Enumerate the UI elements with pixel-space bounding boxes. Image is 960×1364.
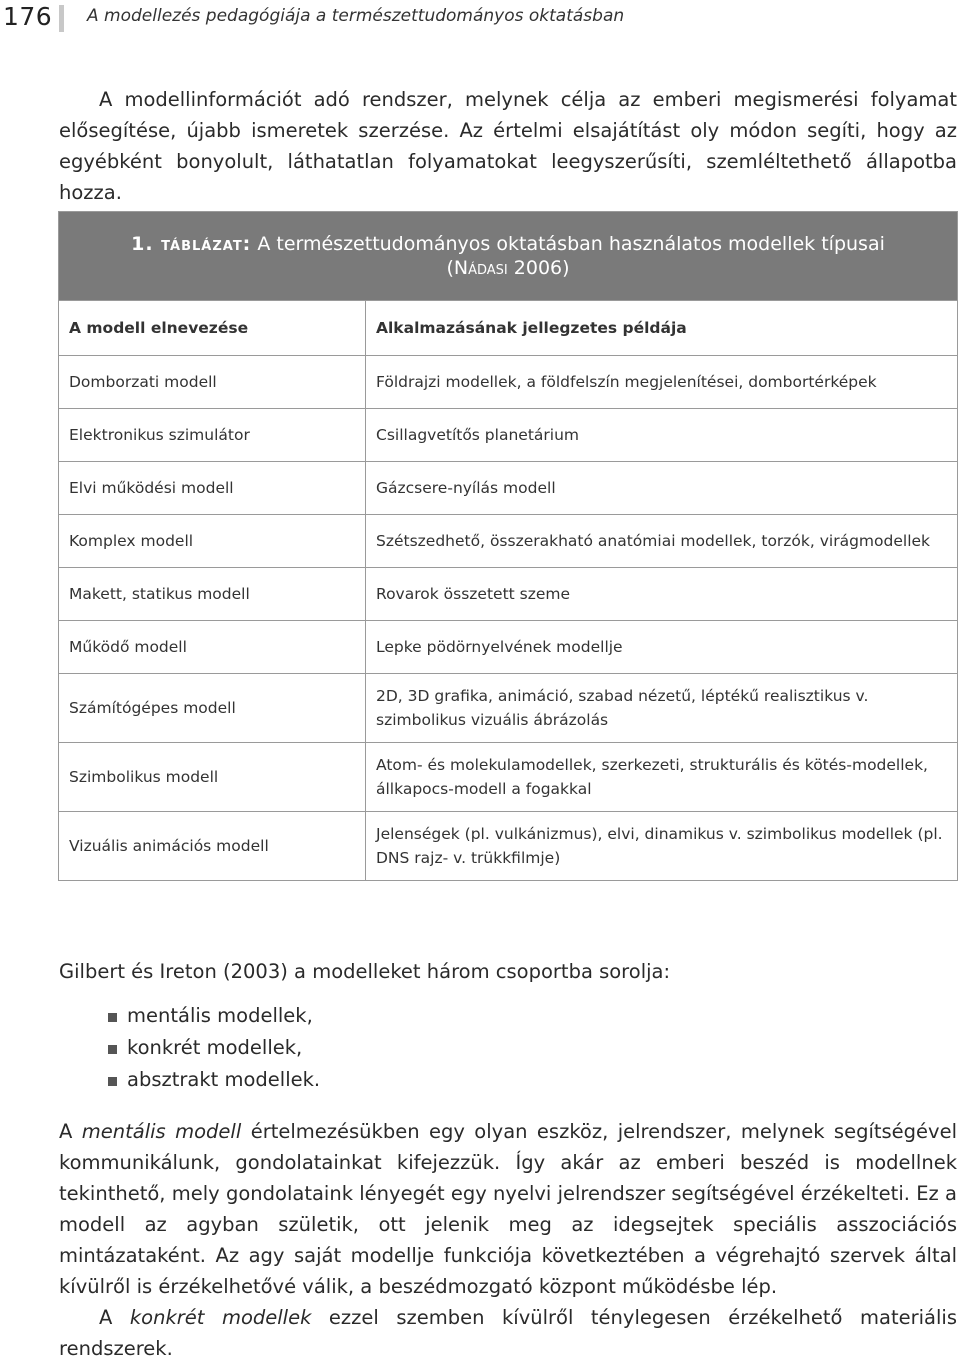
model-example-cell: Rovarok összetett szeme [366,568,958,621]
model-example-cell: Jelenségek (pl. vulkánizmus), elvi, dinamikus v. szimbolikus modellek (pl. DNS rajz- v. trükkfilmje) [366,812,958,881]
model-groups-list [108,1000,320,1096]
intro-paragraph-text: A modellinformációt adó rendszer, melynek célja az emberi megismerési folyamat elősegítése, újabb ismeretek szerzése. Az értelmi elsajátítást oly módon segíti, hogy az egyébként bonyolult, láthatatlan folyamatokat leegyszerűsíti, szemléltethető állapotba hozza. [59,88,957,204]
column-header-example: Alkalmazásának jellegzetes példája [366,301,958,356]
model-name-cell: Elvi működési modell [59,462,366,515]
table-row [59,356,958,409]
table-caption-label: 1. táblázat: [131,233,252,255]
table-row [59,812,958,881]
grouping-intro: Gilbert és Ireton (2003) a modelleket három csoportba sorolja: [59,960,671,983]
table-row [59,674,958,743]
table-row [59,568,958,621]
table-row [59,743,958,812]
model-name-cell: Vizuális animációs modell [59,812,366,881]
body-paragraphs [59,1116,957,1364]
model-name-cell: Elektronikus szimulátor [59,409,366,462]
table-caption-source: (Nádasi 2006) [446,257,570,279]
concrete-model-paragraph [59,1302,957,1364]
model-example-cell: Csillagvetítős planetárium [366,409,958,462]
table-row [59,621,958,674]
model-name-cell: Domborzati modell [59,356,366,409]
table-header-row [59,301,958,356]
header-divider [59,5,64,32]
model-example-cell: Lepke pödörnyelvének modellje [366,621,958,674]
mental-rest: értelmezésükben egy olyan eszköz, jelrendszer, melynek segítségével kommunikálunk, gondolatainkat kifejezzük. Így akár az emberi beszéd is modellnek tekinthető, mely gondolataink lényegét egy nyelvi jelrendszer segítségével érzékelteti. Ez a modell az agyban születik, ott jelenik meg az idegsejtek speciális asszociációs mintázataként. Az agy saját modellje funkciója következtében a végrehajtó szervek által kívülről is érzékelhetővé válik, a beszédmozgató központ működésbe lép. [59,1120,957,1298]
concrete-term: konkrét modellek [129,1306,312,1329]
list-item: absztrakt modellek. [108,1064,320,1096]
intro-paragraph [59,84,957,208]
table-caption [59,212,958,301]
table-row [59,409,958,462]
list-item: konkrét modellek, [108,1032,320,1064]
mental-term: mentális modell [81,1120,242,1143]
model-name-cell: Számítógépes modell [59,674,366,743]
model-name-cell: Működő modell [59,621,366,674]
model-name-cell: Szimbolikus modell [59,743,366,812]
page-number: 176 [3,2,53,31]
model-example-cell: Gázcsere-nyílás modell [366,462,958,515]
model-example-cell: Földrajzi modellek, a földfelszín megjelenítései, dombortérképek [366,356,958,409]
running-title: A modellezés pedagógiája a természettudományos oktatásban [87,6,625,26]
page-header [0,0,960,40]
concrete-rest: ezzel szemben kívülről ténylegesen érzékelhető materiális rendszerek. [59,1306,957,1360]
mental-model-paragraph [59,1116,957,1302]
models-table [58,211,958,881]
table-row [59,462,958,515]
list-item: mentális modellek, [108,1000,320,1032]
model-example-cell: 2D, 3D grafika, animáció, szabad nézetű, léptékű realisztikus v. szimbolikus vizuális ábrázolás [366,674,958,743]
model-name-cell: Komplex modell [59,515,366,568]
table-caption-title: A természettudományos oktatásban használatos modellek típusai [257,233,885,255]
model-example-cell: Szétszedhető, összerakható anatómiai modellek, torzók, virágmodellek [366,515,958,568]
mental-prefix: A [59,1120,82,1143]
model-name-cell: Makett, statikus modell [59,568,366,621]
model-example-cell: Atom- és molekulamodellek, szerkezeti, strukturális és kötés-modellek, állkapocs-modell a fogakkal [366,743,958,812]
models-table-container [58,211,958,881]
concrete-prefix: A [99,1306,130,1329]
column-header-name: A modell elnevezése [59,301,366,356]
table-row [59,515,958,568]
